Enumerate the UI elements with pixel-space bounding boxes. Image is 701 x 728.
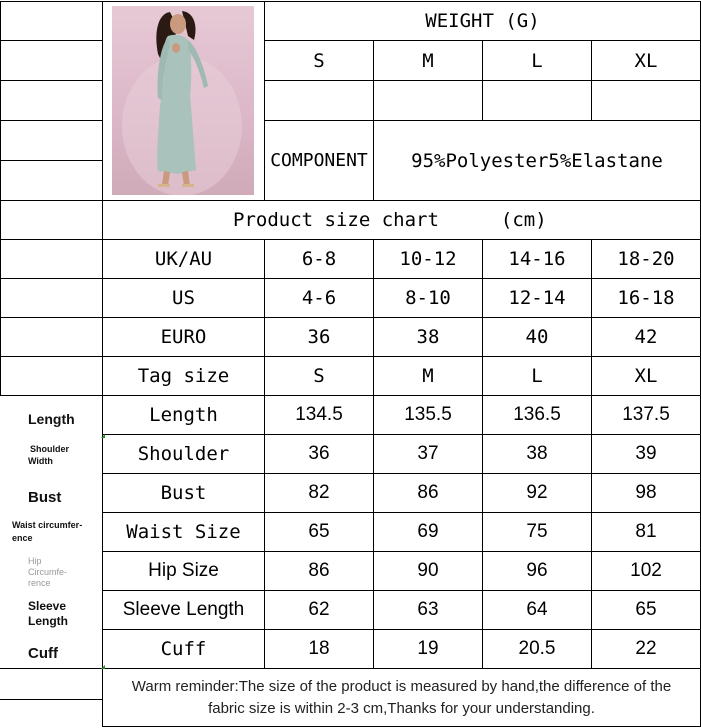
- side-label-waist-line2: ence: [12, 533, 33, 543]
- table-cell: 62: [308, 599, 330, 620]
- side-label-length: Length: [28, 411, 75, 427]
- table-cell: 86: [308, 560, 330, 581]
- row-label-waist: Waist Size: [126, 521, 241, 543]
- table-cell: 19: [417, 638, 439, 659]
- table-cell: 40: [525, 326, 549, 348]
- weight-size-xl: XL: [634, 49, 658, 72]
- table-cell: 136.5: [513, 404, 561, 425]
- side-label-waist: [12, 519, 102, 545]
- table-cell: 81: [635, 521, 657, 542]
- table-cell: 22: [635, 638, 657, 659]
- row-label-shoulder: Shoulder: [137, 443, 230, 465]
- table-cell: 18: [308, 638, 330, 659]
- table-cell: 16-18: [617, 287, 675, 309]
- row-label-sleeve-length: Sleeve Length: [122, 599, 245, 620]
- row-label-us: US: [172, 287, 195, 309]
- side-label-bust: Bust: [28, 488, 62, 506]
- table-cell: 64: [526, 599, 548, 620]
- side-label-sleeve-line1: Sleeve: [28, 599, 67, 613]
- table-cell: 42: [634, 326, 658, 348]
- table-cell: 12-14: [508, 287, 566, 309]
- table-cell: 14-16: [508, 248, 566, 270]
- table-cell: 92: [526, 482, 548, 503]
- side-label-cuff: Cuff: [28, 644, 58, 662]
- cell-marker: [101, 665, 105, 669]
- table-cell: 98: [635, 482, 657, 503]
- table-cell: XL: [634, 365, 658, 387]
- side-label-shoulder: [28, 443, 98, 467]
- side-label-hip-line1: Hip: [28, 556, 42, 566]
- product-photo: [112, 6, 254, 195]
- row-label-tag-size: Tag size: [137, 365, 230, 387]
- table-cell: 39: [635, 443, 657, 464]
- component-label: COMPONENT: [270, 150, 368, 171]
- table-cell: 102: [630, 560, 662, 581]
- table-cell: 137.5: [622, 404, 670, 425]
- weight-size-l: L: [531, 49, 543, 72]
- table-cell: 82: [308, 482, 330, 503]
- table-cell: 36: [308, 443, 330, 464]
- weight-size-m: M: [422, 49, 434, 72]
- table-cell: S: [313, 365, 325, 387]
- table-cell: 4-6: [301, 287, 337, 309]
- table-cell: 38: [526, 443, 548, 464]
- table-cell: 36: [307, 326, 331, 348]
- rule: [0, 699, 102, 700]
- rule: [0, 40, 102, 41]
- rule: [102, 726, 701, 727]
- table-cell: 86: [417, 482, 439, 503]
- side-label-sleeve: [28, 599, 98, 629]
- rule: [0, 668, 701, 669]
- table-cell: 90: [417, 560, 439, 581]
- cell-marker: [101, 434, 105, 438]
- warm-reminder: [103, 676, 700, 720]
- table-cell: 69: [417, 521, 439, 542]
- chart-unit: (cm): [500, 209, 547, 231]
- model-figure: [112, 6, 254, 195]
- side-label-shoulder-line2: Width: [28, 456, 53, 466]
- chart-title: Product size chart: [233, 209, 439, 231]
- rule: [0, 120, 102, 121]
- component-value: 95%Polyester5%Elastane: [411, 149, 663, 172]
- row-label-length: Length: [149, 404, 218, 426]
- table-cell: 65: [635, 599, 657, 620]
- table-cell: 18-20: [617, 248, 675, 270]
- table-cell: 135.5: [404, 404, 452, 425]
- rule: [0, 160, 102, 161]
- table-cell: 38: [416, 326, 440, 348]
- table-cell: 8-10: [405, 287, 451, 309]
- table-cell: M: [422, 365, 434, 387]
- side-label-hip: [28, 556, 98, 589]
- table-cell: 6-8: [301, 248, 337, 270]
- table-cell: 20.5: [518, 638, 556, 659]
- table-cell: 75: [526, 521, 548, 542]
- table-cell: 65: [308, 521, 330, 542]
- side-label-hip-line2: Circumfe-: [28, 567, 68, 577]
- table-cell: 134.5: [295, 404, 343, 425]
- row-label-hip: Hip Size: [148, 560, 219, 581]
- warm-reminder-line2: fabric size is within 2-3 cm,Thanks for your understanding.: [208, 700, 595, 717]
- weight-title: WEIGHT (G): [425, 10, 540, 32]
- side-label-sleeve-line2: Length: [28, 614, 68, 628]
- rule: [0, 1, 1, 396]
- table-cell: 37: [417, 443, 439, 464]
- chart-title-row: [103, 201, 700, 239]
- row-label-bust: Bust: [160, 482, 207, 504]
- side-label-shoulder-line1: Shoulder: [30, 444, 70, 454]
- table-cell: 96: [526, 560, 548, 581]
- table-cell: 63: [417, 599, 439, 620]
- table-cell: L: [531, 365, 543, 387]
- side-label-hip-line3: rence: [28, 578, 51, 588]
- side-label-waist-line1: Waist circumfer-: [12, 520, 83, 530]
- weight-size-s: S: [313, 49, 325, 72]
- table-cell: 10-12: [399, 248, 457, 270]
- rule: [0, 80, 102, 81]
- row-label-euro: EURO: [160, 326, 207, 348]
- row-label-ukau: UK/AU: [154, 248, 213, 270]
- warm-reminder-line1: Warm reminder:The size of the product is measured by hand,the difference of the: [131, 678, 672, 695]
- row-label-cuff: Cuff: [160, 638, 207, 660]
